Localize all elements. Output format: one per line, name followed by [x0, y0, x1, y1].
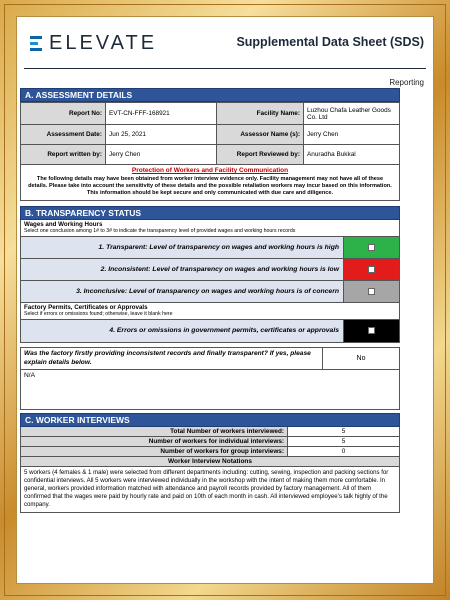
assessment-date-label: Assessment Date:	[21, 125, 106, 145]
elevate-logo	[30, 32, 157, 55]
protection-note: The following details may have been obtained from worker interview evidence only. Facility management may not have all of these details. Please take into account the sensitivity of these details and the possible retaliation workers may incur based on this information. This information should be kept secure and only communicated with due care and diligence.	[28, 176, 392, 196]
title-divider	[24, 68, 426, 69]
report-written-value: Jerry Chen	[106, 145, 217, 165]
interview-notes: 5 workers (4 females & 1 male) were selected from different departments including: cutting, sewing, inspection and packing sections for confidential interviews. All 5 workers were interviewed individually in the workshop with the intent of making them more comfortable. In general, workers provided information matched with attendance and payroll records provided by factory management. All of them confirmed that the wages were paid by hourly rate and paid on 10th of each month in cash. All interviewed employee's talk highly of the company.	[20, 467, 400, 513]
option-inconclusive[interactable]	[20, 280, 400, 303]
report-written-label: Report written by:	[21, 145, 106, 165]
explanation-field[interactable]: N/A	[20, 370, 400, 410]
option-inconsistent-label: 2. Inconsistent: Level of transparency on wages and working hours is low	[21, 259, 343, 280]
assessment-table	[20, 102, 400, 165]
report-reviewed-value: Anuradha Bukkal	[304, 145, 400, 165]
option-transparent-color[interactable]	[343, 237, 399, 258]
page-title: Supplemental Data Sheet (SDS)	[236, 35, 424, 49]
total-workers-label: Total Number of workers interviewed:	[21, 427, 288, 437]
question-answer[interactable]: No	[322, 348, 399, 369]
protection-box	[20, 165, 400, 201]
facility-name-label: Facility Name:	[217, 103, 304, 125]
group-interviews-label: Number of workers for group interviews:	[21, 447, 288, 457]
facility-name-value: Luzhou Chafa Leather Goods Co. Ltd	[304, 103, 400, 125]
assessor-name-value: Jerry Chen	[304, 125, 400, 145]
permits-note: Select if errors or omissions found; otherwise, leave it blank here	[24, 310, 173, 317]
option-permit-errors[interactable]	[20, 319, 400, 343]
question-text: Was the factory firstly providing inconsistent records and finally transparent? If yes, please explain details below.	[24, 349, 311, 366]
interviews-table	[20, 427, 400, 457]
section-interviews-heading: C. WORKER INTERVIEWS	[20, 413, 400, 427]
report-content	[20, 88, 400, 513]
option-inconclusive-label: 3. Inconclusive: Level of transparency on wages and working hours is of concern	[21, 281, 343, 302]
individual-interviews-value: 5	[288, 437, 400, 447]
section-transparency-heading: B. TRANSPARENCY STATUS	[20, 206, 400, 220]
report-reviewed-label: Report Reviewed by:	[217, 145, 304, 165]
logo-mark-icon	[30, 36, 44, 52]
section-assessment-heading: A. ASSESSMENT DETAILS	[20, 88, 400, 102]
wages-title: Wages and Working Hours	[24, 220, 103, 228]
checkbox-icon[interactable]	[368, 266, 375, 273]
checkbox-icon[interactable]	[368, 327, 375, 334]
option-transparent[interactable]	[20, 236, 400, 259]
option-inconsistent-color[interactable]	[343, 259, 399, 280]
total-workers-value: 5	[288, 427, 400, 437]
option-inconclusive-color[interactable]	[343, 281, 399, 302]
report-no-label: Report No:	[21, 103, 106, 125]
wages-note: Select one conclusion among 1# to 3# to indicate the transparency level of provided wages and working hours records	[24, 227, 296, 234]
group-interviews-value: 0	[288, 447, 400, 457]
reporting-label: Reporting	[389, 78, 424, 87]
checkbox-icon[interactable]	[368, 288, 375, 295]
interview-notes-heading: Worker Interview Notations	[20, 457, 400, 467]
logo-text: ELEVATE	[49, 32, 158, 54]
assessor-name-label: Assessor Name (s):	[217, 125, 304, 145]
option-transparent-label: 1. Transparent: Level of transparency on wages and working hours is high	[21, 237, 343, 258]
permits-header	[20, 303, 400, 320]
protection-link[interactable]: Protection of Workers and Facility Communication	[131, 167, 289, 174]
permits-title: Factory Permits, Certificates or Approvals	[24, 303, 148, 311]
checkbox-icon[interactable]	[368, 244, 375, 251]
wages-header	[20, 220, 400, 237]
transparency-question	[20, 347, 400, 370]
option-inconsistent[interactable]	[20, 258, 400, 281]
report-no-value: EVT-CN-FFF-168921	[106, 103, 217, 125]
assessment-date-value: Jun 25, 2021	[106, 125, 217, 145]
option-permit-errors-color[interactable]	[343, 320, 399, 342]
individual-interviews-label: Number of workers for individual interviews:	[21, 437, 288, 447]
option-permit-errors-label: 4. Errors or omissions in government permits, certificates or approvals	[21, 320, 343, 342]
